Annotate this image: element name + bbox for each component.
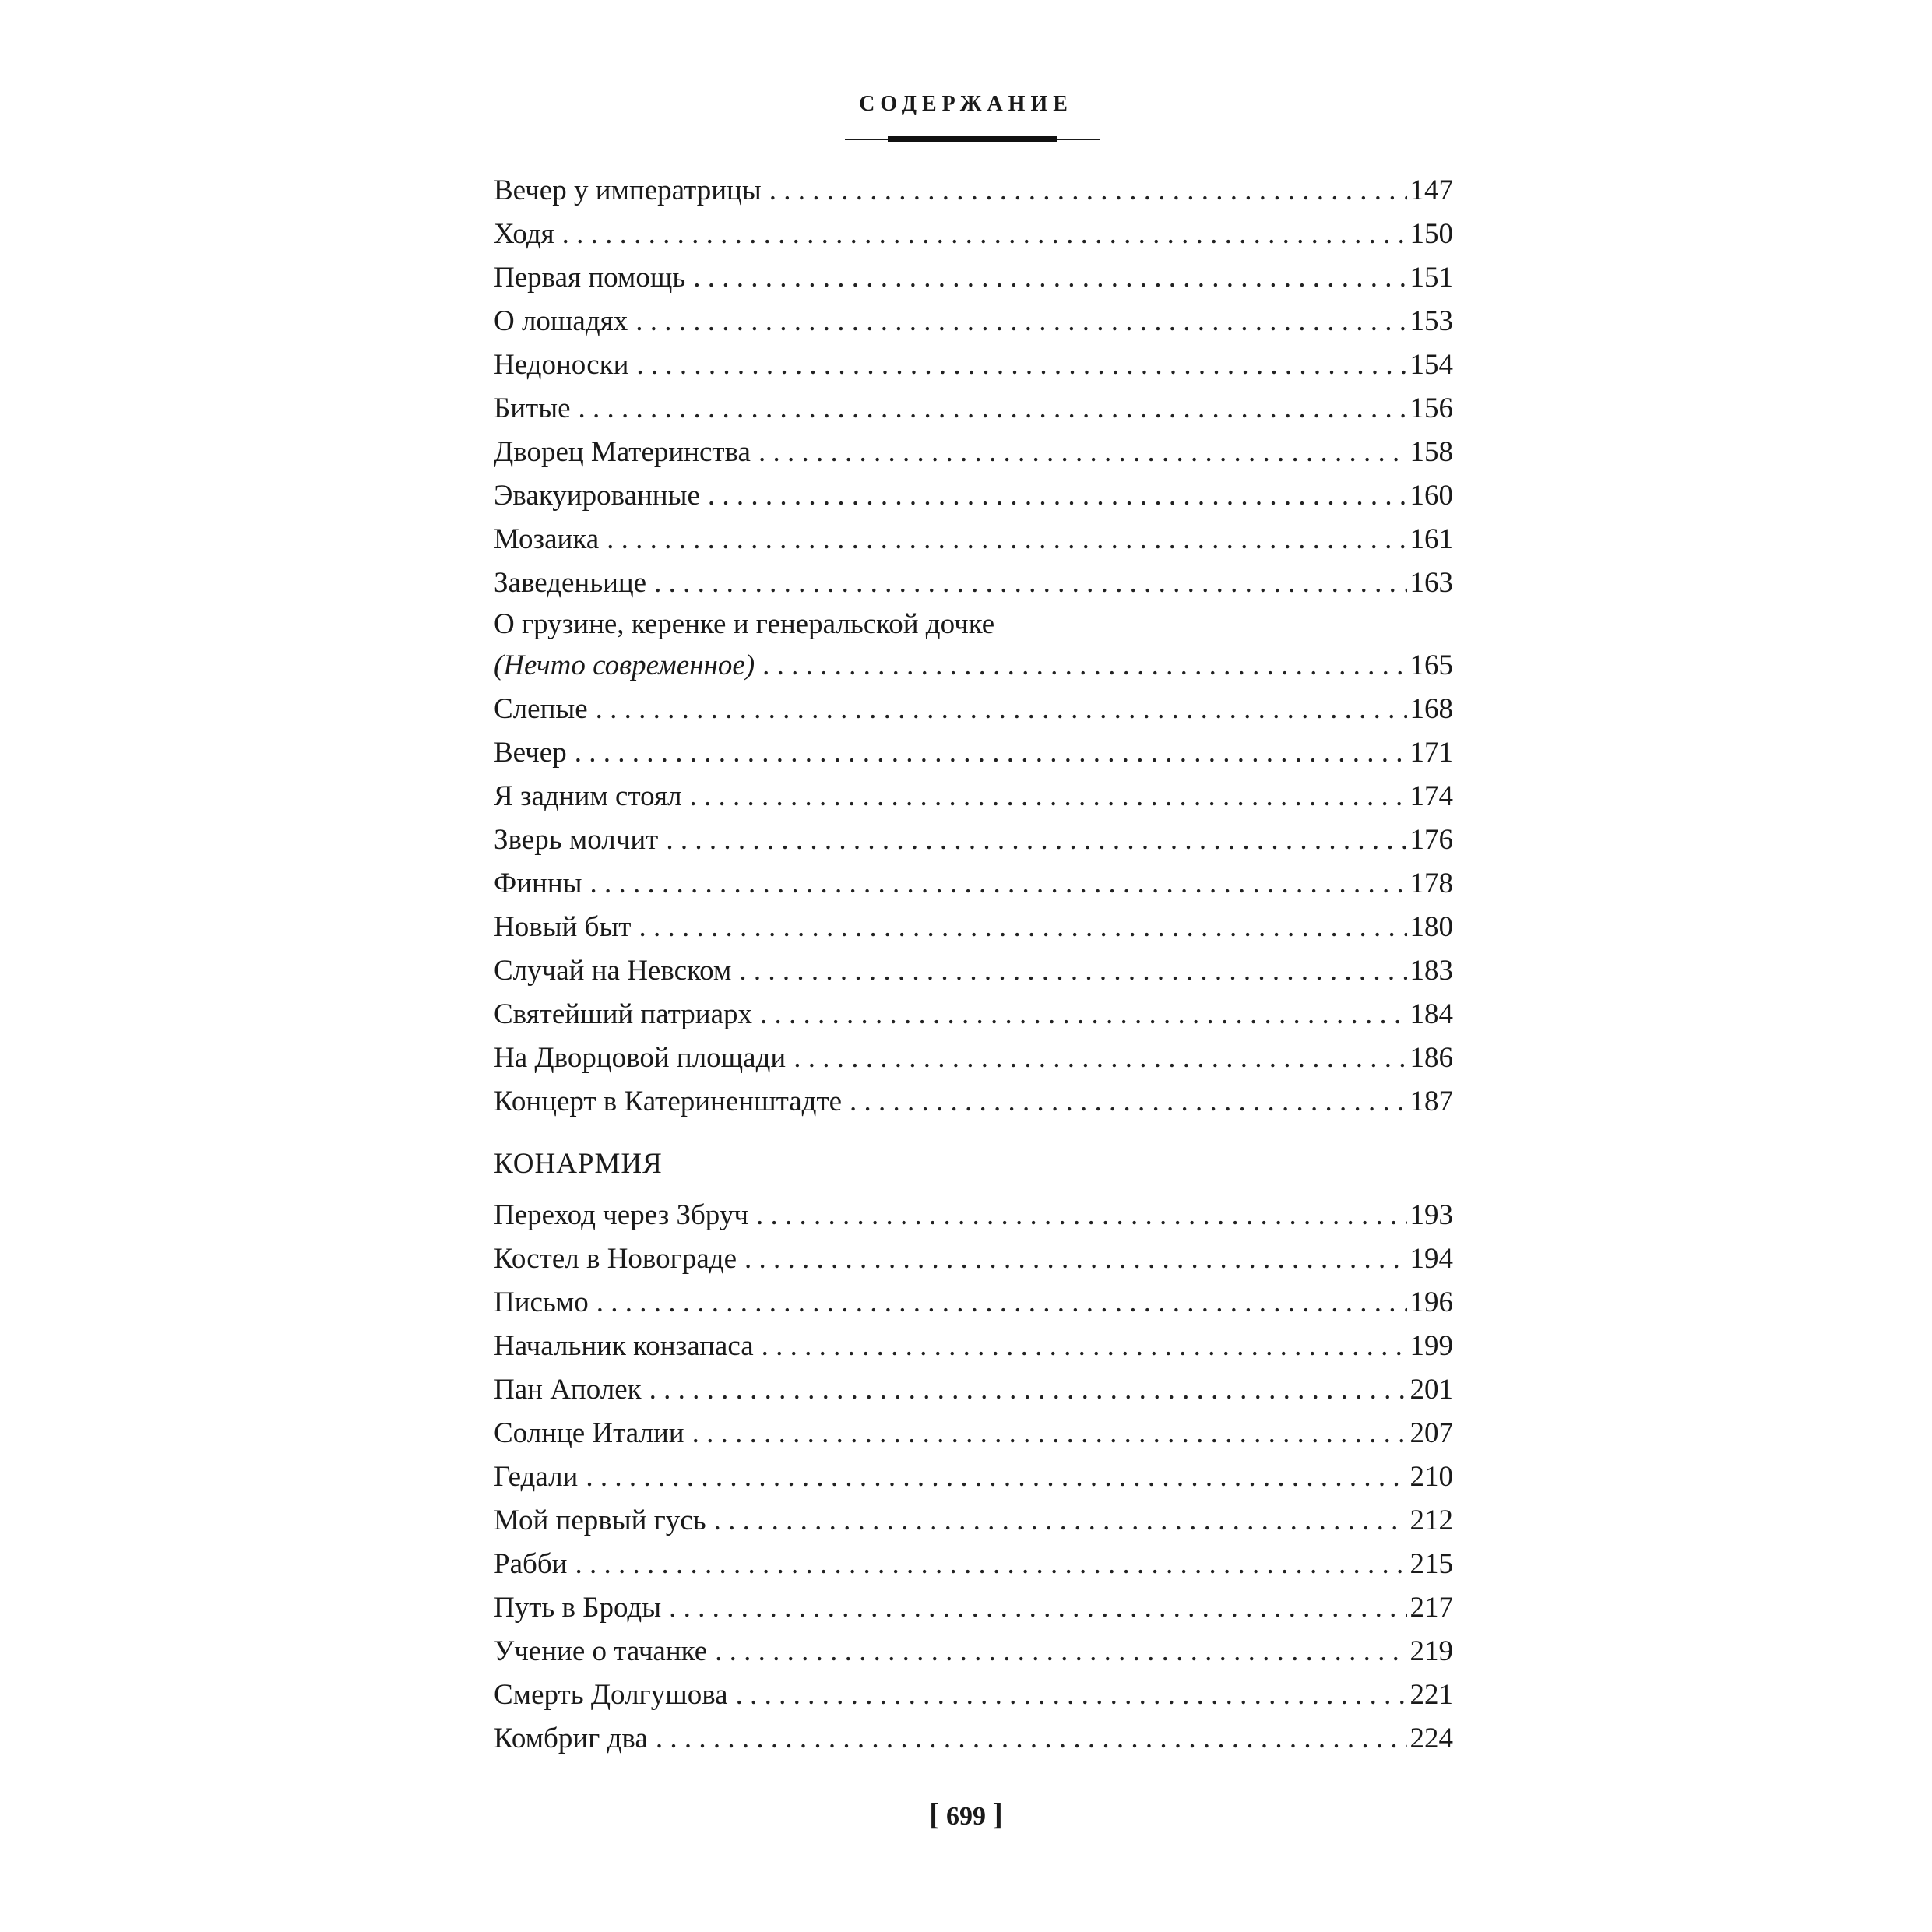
toc-entry[interactable] xyxy=(494,213,1453,256)
leader-dots xyxy=(586,1455,1406,1499)
toc-group-section xyxy=(494,1194,1453,1761)
toc-entry[interactable] xyxy=(494,688,1453,731)
toc-entry[interactable] xyxy=(494,1543,1453,1586)
page-number xyxy=(0,1796,1932,1832)
toc-entry-page: 183 xyxy=(1409,955,1453,987)
toc-entry-title: Вечер xyxy=(494,737,567,769)
toc-entry[interactable] xyxy=(494,561,1453,605)
toc-entry[interactable] xyxy=(494,1673,1453,1717)
leader-dots xyxy=(562,213,1407,256)
toc-entry-title: Заведеньице xyxy=(494,567,647,599)
toc-entry[interactable] xyxy=(494,518,1453,561)
leader-dots xyxy=(575,731,1407,775)
toc-entry-page: 150 xyxy=(1409,218,1453,250)
section-heading: КОНАРМИЯ xyxy=(494,1148,663,1180)
toc-entry-title: Комбриг два xyxy=(494,1723,648,1754)
toc-entry[interactable] xyxy=(494,1455,1453,1499)
toc-entry[interactable] xyxy=(494,1036,1453,1080)
folio-bracket-close: ] xyxy=(992,1797,1003,1832)
leader-dots xyxy=(744,1237,1407,1281)
toc-entry-page: 180 xyxy=(1409,911,1453,943)
leader-dots xyxy=(708,474,1407,518)
toc-entry-title: Костел в Новограде xyxy=(494,1243,737,1275)
toc-entry-page: 165 xyxy=(1409,649,1453,681)
toc-entry-page: 171 xyxy=(1409,737,1453,769)
toc-entry-title: Первая помощь xyxy=(494,262,686,294)
toc-entry-page: 194 xyxy=(1409,1243,1453,1275)
toc-entry[interactable] xyxy=(494,387,1453,431)
toc-entry-title: Пан Аполек xyxy=(494,1374,642,1406)
leader-dots xyxy=(654,561,1406,605)
toc-entry-title: Эвакуированные xyxy=(494,480,700,512)
toc-entry[interactable] xyxy=(494,474,1453,518)
leader-dots xyxy=(636,343,1406,387)
toc-entry-title: О лошадях xyxy=(494,305,628,337)
toc-entry-title: Битые xyxy=(494,392,571,424)
toc-entry-title: Солнце Италии xyxy=(494,1417,684,1449)
leader-dots xyxy=(579,387,1407,431)
toc-entry[interactable] xyxy=(494,1281,1453,1325)
toc-entry-page: 174 xyxy=(1409,780,1453,812)
toc-entry-title: Зверь молчит xyxy=(494,824,659,856)
toc-entry[interactable] xyxy=(494,1586,1453,1630)
toc-entry[interactable] xyxy=(494,1237,1453,1281)
toc-entry[interactable] xyxy=(494,1080,1453,1124)
toc-group-2 xyxy=(494,688,1453,1124)
toc-entry-page: 210 xyxy=(1409,1461,1453,1493)
toc-entry-page: 199 xyxy=(1409,1330,1453,1362)
toc-entry[interactable] xyxy=(494,949,1453,993)
leader-dots xyxy=(607,518,1406,561)
toc-entry-page: 224 xyxy=(1409,1723,1453,1754)
toc-entry-title: Дворец Материнства xyxy=(494,436,751,468)
leader-dots xyxy=(693,256,1406,300)
toc-entry-title: Рабби xyxy=(494,1548,568,1580)
toc-entry-page: 186 xyxy=(1409,1042,1453,1074)
toc-entry-page: 219 xyxy=(1409,1635,1453,1667)
leader-dots xyxy=(769,169,1407,213)
leader-dots xyxy=(739,949,1406,993)
leader-dots xyxy=(596,1281,1407,1325)
leader-dots xyxy=(689,775,1406,818)
toc-entry-title: Гедали xyxy=(494,1461,579,1493)
toc-entry[interactable] xyxy=(494,431,1453,474)
toc-entry-title: Слепые xyxy=(494,693,588,725)
toc-entry[interactable] xyxy=(494,862,1453,906)
leader-dots xyxy=(590,862,1407,906)
leader-dots xyxy=(762,1325,1407,1368)
toc-entry-title: Учение о тачанке xyxy=(494,1635,708,1667)
toc-entry[interactable] xyxy=(494,1499,1453,1543)
leader-dots xyxy=(656,1717,1407,1761)
toc-group-1 xyxy=(494,169,1453,605)
toc-entry-title: Мой первый гусь xyxy=(494,1504,706,1536)
table-of-contents xyxy=(494,169,1453,1761)
leader-dots xyxy=(715,1630,1406,1673)
toc-entry[interactable] xyxy=(494,775,1453,818)
toc-entry-page: 168 xyxy=(1409,693,1453,725)
toc-entry-title: Новый быт xyxy=(494,911,632,943)
toc-entry-page: 160 xyxy=(1409,480,1453,512)
leader-dots xyxy=(760,993,1406,1036)
leader-dots xyxy=(666,818,1406,862)
toc-entry-page: 158 xyxy=(1409,436,1453,468)
toc-entry[interactable] xyxy=(494,300,1453,343)
leader-dots xyxy=(639,906,1406,949)
toc-entry-title-line2: (Нечто современное) xyxy=(494,649,755,681)
leader-dots xyxy=(794,1036,1406,1080)
leader-dots xyxy=(692,1412,1407,1455)
toc-entry-page: 201 xyxy=(1409,1374,1453,1406)
toc-entry-page: 207 xyxy=(1409,1417,1453,1449)
toc-entry-title: Путь в Броды xyxy=(494,1592,662,1624)
toc-entry-title: Смерть Долгушова xyxy=(494,1679,728,1711)
leader-dots xyxy=(736,1673,1407,1717)
toc-entry[interactable] xyxy=(494,256,1453,300)
leader-dots xyxy=(714,1499,1407,1543)
folio-bracket-open: [ xyxy=(929,1797,940,1832)
toc-entry[interactable] xyxy=(494,1325,1453,1368)
toc-entry[interactable] xyxy=(494,731,1453,775)
header-rule-ornament xyxy=(888,136,1057,142)
toc-entry-page: 196 xyxy=(1409,1286,1453,1318)
leader-dots xyxy=(850,1080,1406,1124)
toc-entry[interactable] xyxy=(494,1368,1453,1412)
toc-entry-title-line1: О грузине, керенке и генеральской дочке xyxy=(494,608,995,640)
toc-entry-page: 178 xyxy=(1409,867,1453,899)
toc-entry-title: Письмо xyxy=(494,1286,589,1318)
leader-dots xyxy=(756,1194,1407,1237)
leader-dots xyxy=(758,431,1407,474)
toc-entry-page: 187 xyxy=(1409,1086,1453,1117)
toc-entry-title: Финны xyxy=(494,867,582,899)
toc-entry-page: 221 xyxy=(1409,1679,1453,1711)
folio-number: 699 xyxy=(946,1802,986,1831)
toc-entry[interactable] xyxy=(494,1630,1453,1673)
toc-entry[interactable] xyxy=(494,343,1453,387)
leader-dots xyxy=(596,688,1407,731)
toc-entry-page: 212 xyxy=(1409,1504,1453,1536)
leader-dots xyxy=(635,300,1406,343)
toc-entry[interactable] xyxy=(494,906,1453,949)
toc-entry-title: Мозаика xyxy=(494,523,600,555)
toc-entry-title: Переход через Збруч xyxy=(494,1199,748,1231)
toc-entry[interactable] xyxy=(494,169,1453,213)
toc-entry-title: Ходя xyxy=(494,218,554,250)
toc-entry-title: Случай на Невском xyxy=(494,955,732,987)
toc-entry-page: 193 xyxy=(1409,1199,1453,1231)
leader-dots xyxy=(762,644,1406,688)
toc-entry-title: Я задним стоял xyxy=(494,780,682,812)
toc-entry-multiline[interactable] xyxy=(494,605,1453,688)
toc-entry[interactable] xyxy=(494,1717,1453,1761)
toc-entry-page: 184 xyxy=(1409,998,1453,1030)
toc-entry[interactable] xyxy=(494,818,1453,862)
toc-entry-page: 153 xyxy=(1409,305,1453,337)
leader-dots xyxy=(575,1543,1406,1586)
toc-entry-page: 217 xyxy=(1409,1592,1453,1624)
toc-entry-title: Недоноски xyxy=(494,349,629,381)
leader-dots xyxy=(669,1586,1406,1630)
toc-entry[interactable] xyxy=(494,1412,1453,1455)
toc-entry-page: 154 xyxy=(1409,349,1453,381)
page-title: СОДЕРЖАНИЕ xyxy=(859,92,1073,116)
toc-entry-title: Вечер у императрицы xyxy=(494,174,762,206)
toc-entry-title: Святейший патриарх xyxy=(494,998,753,1030)
toc-entry-page: 161 xyxy=(1409,523,1453,555)
toc-entry[interactable] xyxy=(494,993,1453,1036)
leader-dots xyxy=(649,1368,1407,1412)
toc-entry-page: 156 xyxy=(1409,392,1453,424)
toc-entry-page: 147 xyxy=(1409,174,1453,206)
running-header xyxy=(0,92,1932,117)
toc-entry-page: 176 xyxy=(1409,824,1453,856)
toc-entry-page: 163 xyxy=(1409,567,1453,599)
toc-entry[interactable] xyxy=(494,1194,1453,1237)
toc-entry-page: 151 xyxy=(1409,262,1453,294)
toc-entry-title: Начальник конзапаса xyxy=(494,1330,754,1362)
toc-entry-title: На Дворцовой площади xyxy=(494,1042,787,1074)
toc-entry-page: 215 xyxy=(1409,1548,1453,1580)
toc-entry-title: Концерт в Катериненштадте xyxy=(494,1086,843,1117)
